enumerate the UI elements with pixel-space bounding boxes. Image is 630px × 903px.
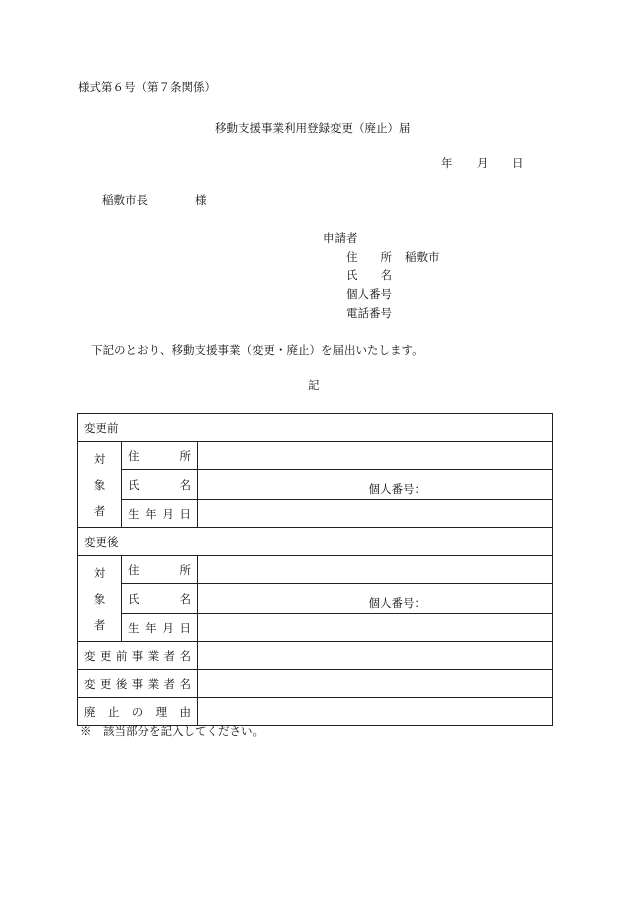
- applicant-heading: 申請者: [323, 231, 358, 245]
- subject-char: 者: [93, 503, 106, 518]
- before-address-field[interactable]: [198, 442, 553, 470]
- prev-provider-field[interactable]: [198, 642, 553, 670]
- before-name-label: 氏 名: [122, 470, 198, 500]
- addressee-honorific: 様: [195, 193, 207, 207]
- after-name-field[interactable]: [198, 584, 553, 614]
- before-personal-number-label: 個人番号：: [368, 482, 426, 496]
- after-birth-field[interactable]: [198, 614, 553, 642]
- subject-char: 象: [93, 477, 106, 492]
- next-provider-field[interactable]: [198, 670, 553, 698]
- reason-label: 廃 止 の 理 由: [78, 698, 198, 726]
- subject-char: 対: [93, 451, 106, 466]
- after-name-label: 氏 名: [122, 584, 198, 614]
- after-section-label: 変更後: [78, 528, 553, 556]
- before-subject-cell: [78, 442, 122, 528]
- form-number: 様式第６号（第７条関係）: [78, 80, 216, 94]
- before-name-field[interactable]: [198, 470, 553, 500]
- after-personal-number-label: 個人番号：: [368, 596, 426, 610]
- date-year-label: 年: [441, 156, 453, 170]
- before-address-label: 住 所: [122, 442, 198, 470]
- reason-field[interactable]: [198, 698, 553, 726]
- prev-provider-label: 変 更 前 事 業 者 名: [78, 642, 198, 670]
- after-birth-label: 生 年 月 日: [122, 614, 198, 642]
- addressee-name: 稲敷市長: [102, 193, 148, 207]
- subject-char: 者: [93, 617, 106, 632]
- footnote: ※ 該当部分を記入してください。: [80, 724, 264, 738]
- applicant-address-value: 稲敷市: [405, 250, 440, 264]
- applicant-personal-number-label: 個人番号: [346, 287, 392, 301]
- applicant-address-label: 住 所: [346, 250, 392, 264]
- before-birth-field[interactable]: [198, 500, 553, 528]
- applicant-name-label: 氏 名: [346, 268, 392, 282]
- after-address-field[interactable]: [198, 556, 553, 584]
- body-text: 下記のとおり、移動支援事業（変更・廃止）を届出いたします。: [91, 343, 424, 357]
- ki-heading: 記: [308, 378, 320, 392]
- after-subject-cell: [78, 556, 122, 642]
- after-address-label: 住 所: [122, 556, 198, 584]
- before-section-label: 変更前: [78, 414, 553, 442]
- change-form-table: [77, 413, 553, 726]
- subject-char: 対: [93, 565, 106, 580]
- document-title: 移動支援事業利用登録変更（廃止）届: [215, 121, 411, 135]
- date-day-label: 日: [512, 156, 524, 170]
- subject-char: 象: [93, 591, 106, 606]
- next-provider-label: 変 更 後 事 業 者 名: [78, 670, 198, 698]
- before-birth-label: 生 年 月 日: [122, 500, 198, 528]
- applicant-phone-label: 電話番号: [346, 306, 392, 320]
- date-month-label: 月: [477, 156, 489, 170]
